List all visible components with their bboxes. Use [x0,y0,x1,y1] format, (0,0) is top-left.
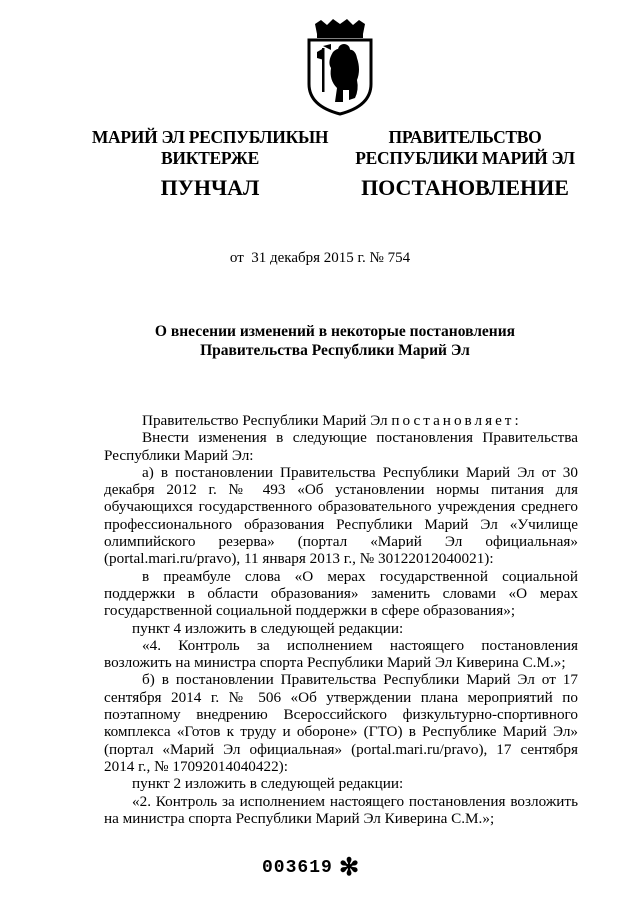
title-line2: Правительства Республики Марий Эл [200,342,470,359]
paragraph-point4-text: «4. Контроль за исполнением настоящего постановления возложить на министра спорта Республики Марий Эл Киверина С.М.»; [104,636,578,672]
header-left-line1: МАРИЙ ЭЛ РЕСПУБЛИКЫН [91,127,329,147]
header-right-line2: РЕСПУБЛИКИ МАРИЙ ЭЛ [355,148,575,168]
header-right-title: ПОСТАНОВЛЕНИЕ [361,175,569,200]
paragraph-point4-intro: пункт 4 изложить в следующей редакции: [132,619,404,637]
header-russian-block [345,127,585,201]
header-left-title: ПУНЧАЛ [160,175,260,200]
date-prefix: от [229,250,244,266]
header-left-line2: ВИКТЕРЖЕ [161,148,259,168]
paragraph-point2-intro: пункт 2 изложить в следующей редакции: [132,775,404,793]
document-number: № 754 [369,250,411,266]
paragraph-item-b: б) в постановлении Правительства Республики Марий Эл от 17 сентября 2014 г. № 506 «Об утверждении плана мероприятий по поэтапному внедрению Всероссийского физкультурно-спортивного комплекса «Готов к труду и обороне» (ГТО) в Республике Марий Эл» (портал «Марий Эл официальная» (portal.mari.ru/pravo), 17 сентября 2014 г., № 17092014040422): [104,671,578,775]
paragraph-item-a: а) в постановлении Правительства Республики Марий Эл от 30 декабря 2012 г. № 493 «Об установлении нормы питания для обучающихся государственного образовательного учреждения среднего профессионального образования Республики Марий Эл «Училище олимпийского резерва» (портал «Марий Эл официальная» (portal.mari.ru/pravo), 11 января 2013 г., № 30122012040021): [104,463,578,568]
header-mari-block [80,127,340,201]
paragraph-resolves-verb: постановляет: [391,412,522,429]
document-body [104,412,578,827]
paragraph-resolves [104,412,578,429]
asterisk-mark-icon: ✻ [339,855,360,881]
coat-of-arms-emblem [303,18,377,116]
paragraph-intro: Внести изменения в следующие постановления Правительства Республики Марий Эл: [104,429,578,464]
date-value: 31 декабря 2015 г. [251,250,366,266]
coat-of-arms-icon [303,18,377,116]
paragraph-resolves-lead: Правительство Республики Марий Эл [142,412,388,429]
header-right-line1: ПРАВИТЕЛЬСТВО [388,127,542,147]
date-line [0,250,640,267]
paragraph-point2-text: «2. Контроль за исполнением настоящего постановления возложить на министра спорта Республики Марий Эл Киверина С.М.»; [104,792,578,827]
paragraph-preamble: в преамбуле слова «О мерах государственной социальной поддержки в области образования» заменить словами «О мерах государственной социальной поддержки в сфере образования»; [104,567,578,620]
serial-number: 003619 [262,858,333,878]
document-title [100,322,570,360]
title-line1: О внесении изменений в некоторые постановления [154,323,516,340]
